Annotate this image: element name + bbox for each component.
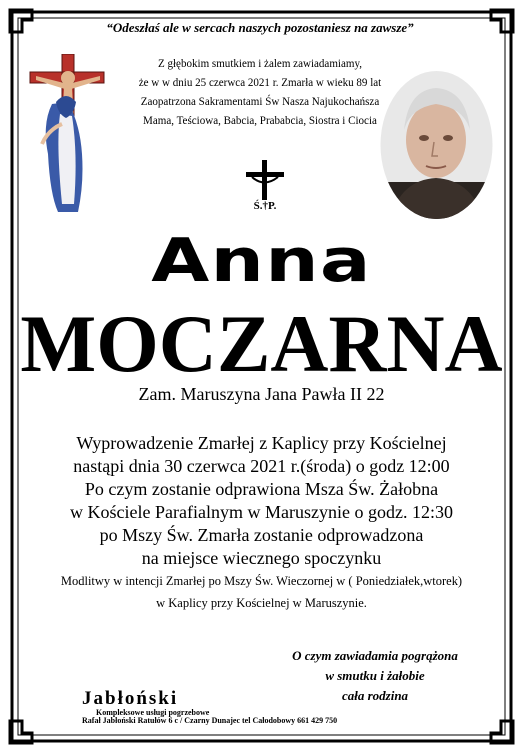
funeral-home-name: Jabłoński	[82, 688, 179, 709]
announcement-line: na miejsce wiecznego spoczynku	[141, 548, 382, 568]
announcement-line: nastąpi dnia 30 czerwca 2021 r.(środa) o godz 12:00	[73, 456, 450, 476]
prayer-line: w Kaplicy przy Kościelnej w Maruszynie.	[156, 595, 367, 610]
announcement-line: w Kościele Parafialnym w Maruszynie o godz. 12:30	[70, 502, 453, 522]
funeral-home-logo	[82, 690, 209, 717]
motto: “Odeszłaś ale w sercach naszych pozostaniesz na zawsze”	[106, 20, 414, 35]
funeral-announcement	[20, 432, 503, 614]
intro-line: że w w dniu 25 czerwca 2021 r. Zmarła w wieku 89 lat	[138, 75, 382, 89]
first-name: Anna	[151, 226, 372, 296]
announcement-line: Wyprowadzenie Zmarłej z Kaplicy przy Kościelnej	[76, 433, 447, 453]
closing-line: w smutku i żałobie	[325, 668, 425, 683]
crucifix-image	[28, 54, 106, 216]
intro-line: Z głębokim smutkiem i żalem zawiadamiamy,	[157, 56, 363, 70]
closing-line: O czym zawiadamia pogrążona	[292, 648, 458, 663]
funeral-home-subtitle: Kompleksowe usługi pogrzebowe	[96, 708, 210, 717]
prayer-line: Modlitwy w intencji Zmarłej po Mszy Św. Wieczornej w ( Poniedziałek,wtorek)	[60, 573, 463, 588]
intro-line: Mama, Teściowa, Babcia, Prababcia, Siostra i Ciocia	[143, 113, 377, 127]
portrait-photo	[380, 70, 493, 220]
residence-address: Zam. Maruszyna Jana Pawła II 22	[138, 384, 385, 404]
closing-line: cała rodzina	[341, 688, 409, 703]
announcement-line: Po czym zostanie odprawiona Msza Św. Żałobna	[84, 479, 439, 499]
last-name: MOCZARNA	[20, 298, 503, 389]
closing-note	[250, 646, 500, 706]
cross-label: Ś.†P.	[253, 200, 277, 212]
intro-text	[131, 54, 389, 130]
funeral-home-contact: Rafał Jabłoński Ratułów 6 c / Czarny Dunajec tel Całodobowy 661 429 750	[82, 716, 338, 725]
announcement-line: po Mszy Św. Zmarła zostanie odprowadzona	[99, 525, 424, 545]
intro-line: Zaopatrzona Sakramentami Św Nasza Najukochańsza	[140, 94, 380, 108]
